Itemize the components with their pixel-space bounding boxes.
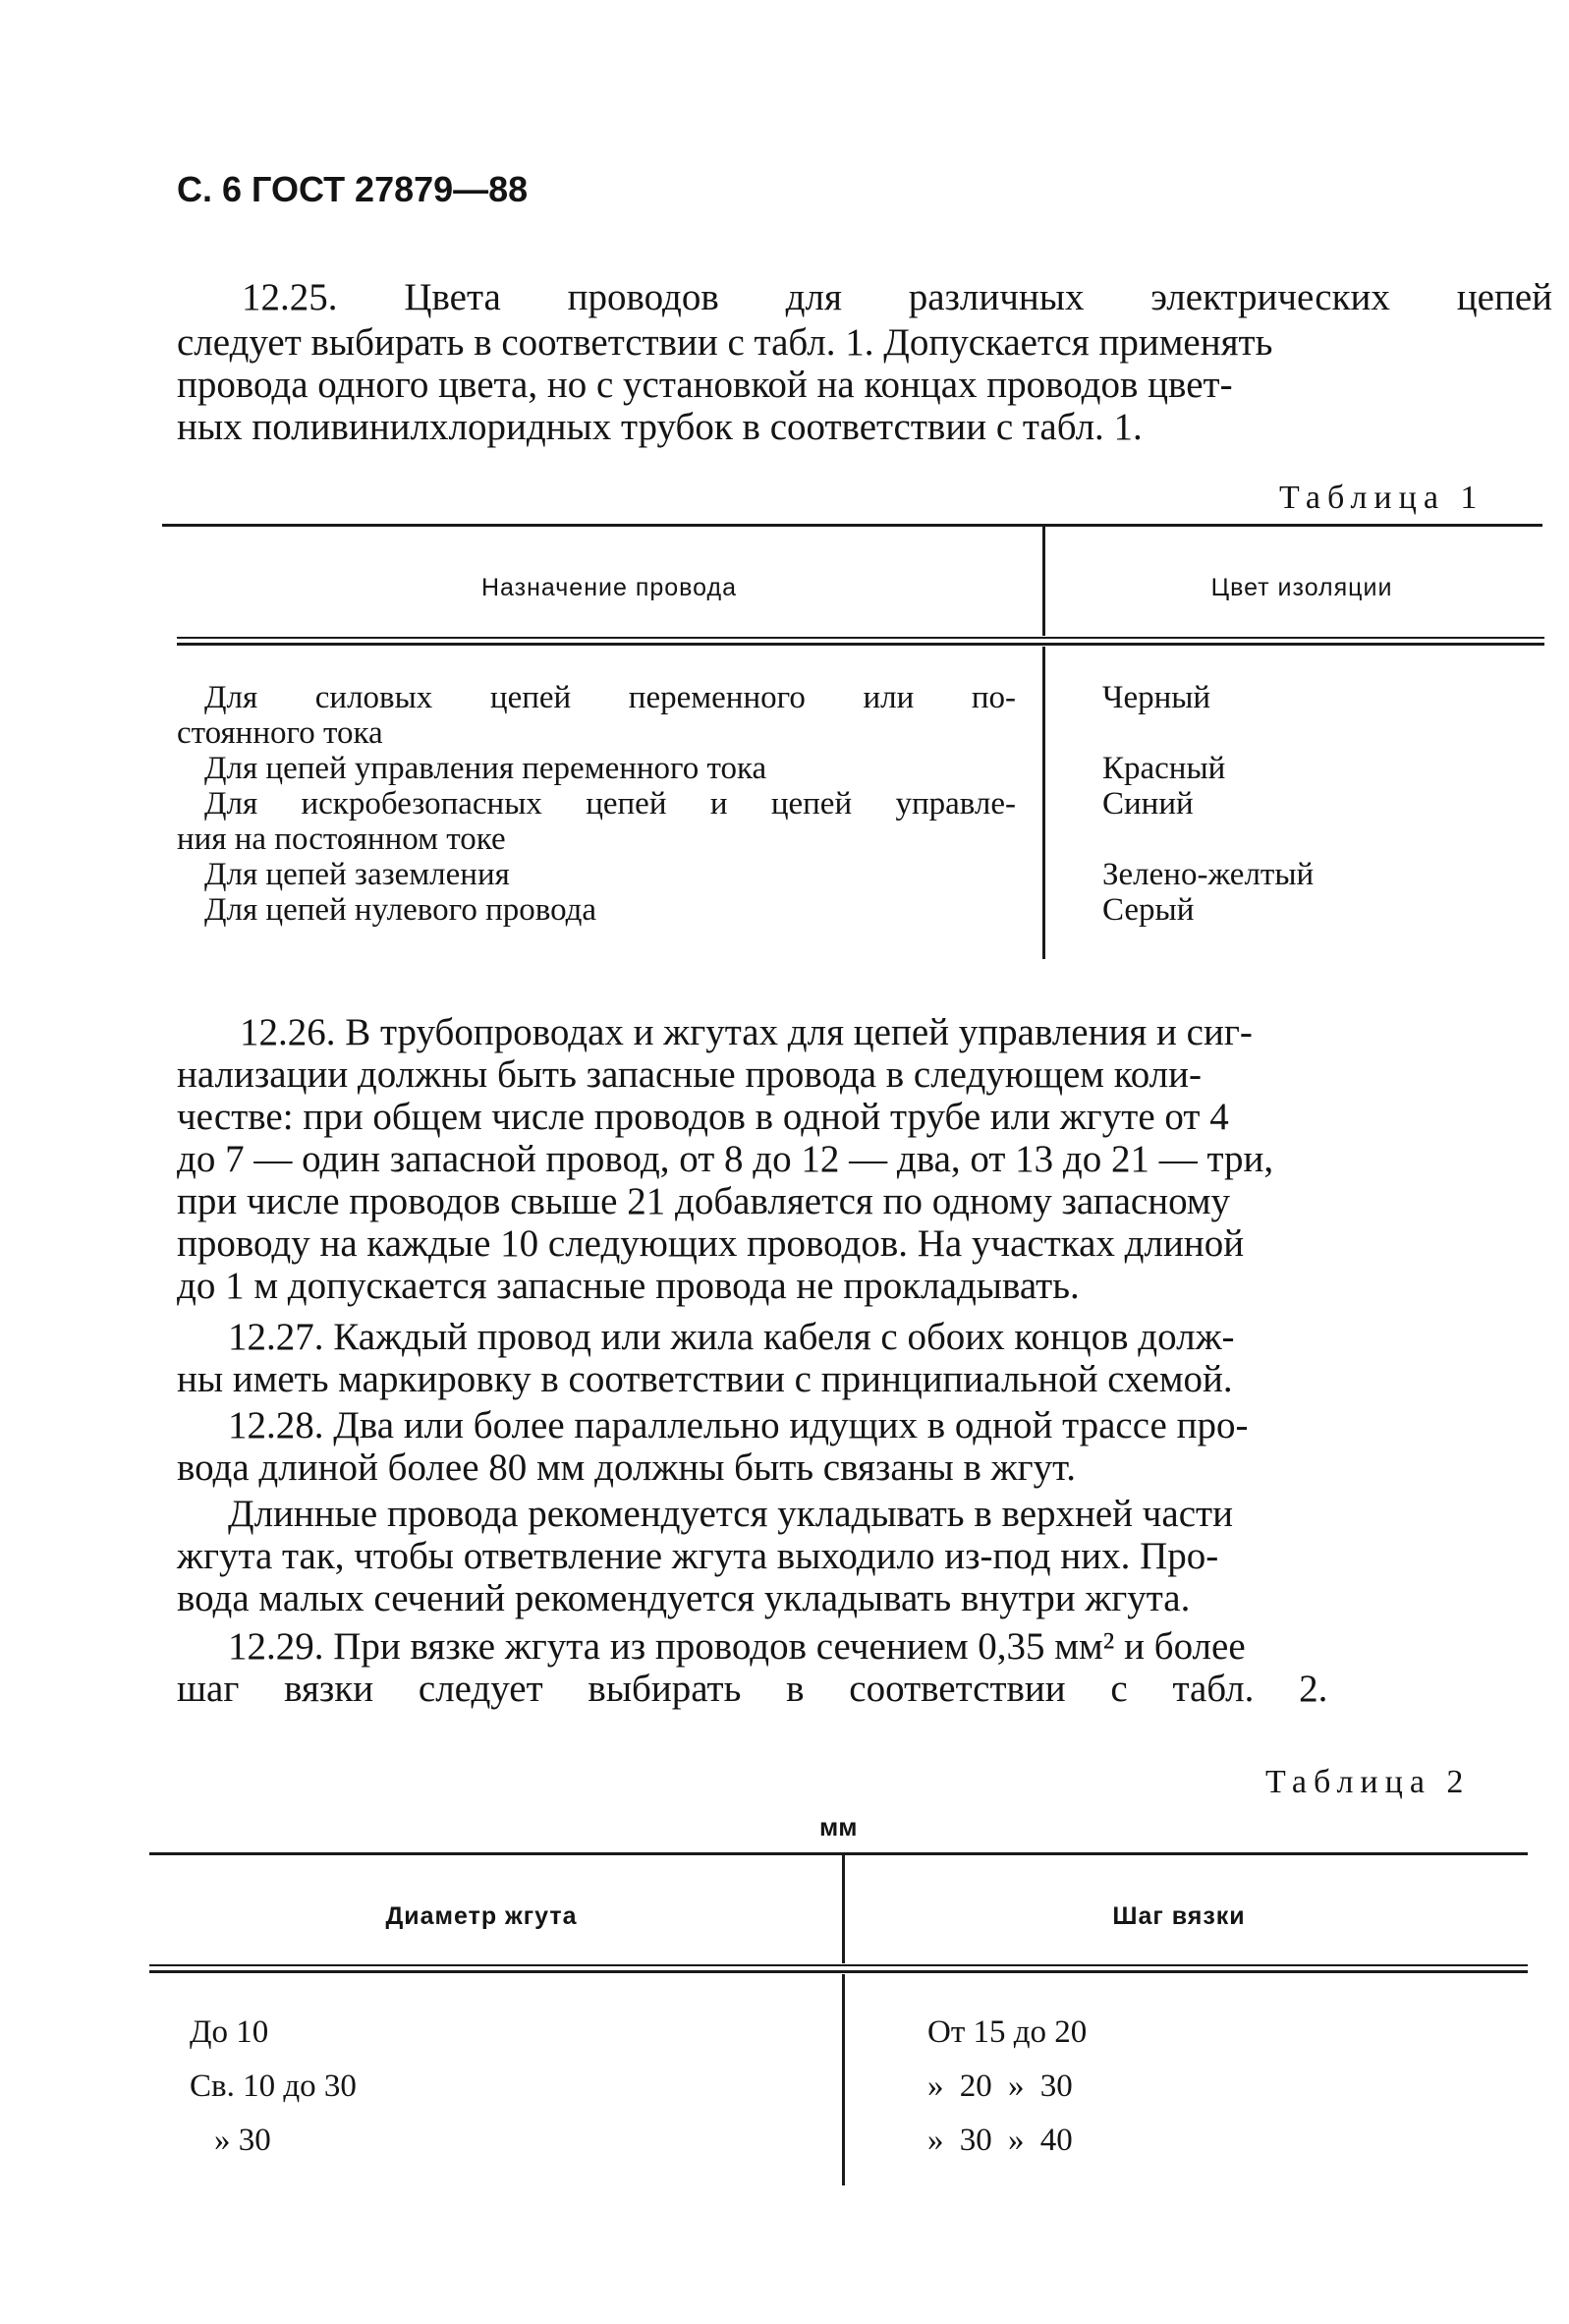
table2-cell-diameter: До 10	[190, 2014, 269, 2050]
table2-cell-diameter: » 30	[214, 2123, 271, 2158]
paragraph-12-28	[177, 1405, 1552, 1488]
table1-top-rule	[162, 524, 1542, 527]
table1-cell-color: Синий	[1102, 786, 1194, 822]
text-line: 12.29. При вязке жгута из проводов сечением 0,35 мм² и более	[228, 1625, 1246, 1668]
table1-cell-purpose: Для искробезопасных цепей и цепей управле-	[204, 786, 1016, 822]
table1-cell-purpose: Для цепей управления переменного тока	[204, 751, 767, 786]
text-line: ных поливинилхлоридных трубок в соответствии с табл. 1.	[177, 406, 1143, 448]
paragraph-12-25-cont	[177, 322, 1552, 447]
table1-cell-purpose: ния на постоянном токе	[177, 822, 506, 857]
table2-caption: Таблица 2	[1265, 1764, 1471, 1800]
table2-header-diameter: Диаметр жгута	[385, 1902, 578, 1930]
text-line: Длинные провода рекомендуется укладывать в верхней части	[228, 1493, 1233, 1535]
table1-caption: Таблица 1	[1279, 480, 1485, 516]
text-line: 12.27. Каждый провод или жила кабеля с обоих концов долж-	[228, 1316, 1235, 1358]
table1-cell-color: Красный	[1102, 751, 1226, 786]
text-line: шаг вязки следует выбирать в соответствии с табл. 2.	[177, 1668, 1328, 1710]
text-line: до 7 — один запасной провод, от 8 до 12 — два, от 13 до 21 — три,	[177, 1138, 1274, 1180]
paragraph-12-26	[177, 1012, 1552, 1306]
table2-cell-step: » 20 » 30	[927, 2069, 1073, 2104]
text-line: честве: при общем числе проводов в одной трубе или жгуте от 4	[177, 1096, 1229, 1138]
table2-top-rule	[149, 1852, 1528, 1855]
table1-cell-purpose: Для силовых цепей переменного или по-	[204, 680, 1016, 715]
text-line: 12.26. В трубопроводах и жгутах для цепей управления и сиг-	[240, 1011, 1253, 1053]
text-line: вода длиной более 80 мм должны быть связаны в жгут.	[177, 1446, 1076, 1489]
table1-header-rule	[177, 637, 1544, 646]
text-line: до 1 м допускается запасные провода не прокладывать.	[177, 1265, 1080, 1307]
table2-cell-step: От 15 до 20	[927, 2014, 1088, 2050]
paragraph-12-29	[177, 1626, 1552, 1709]
text-line: жгута так, чтобы ответвление жгута выходило из-под них. Про-	[177, 1535, 1219, 1577]
table2-header-rule	[149, 1964, 1528, 1973]
table2-body-divider	[842, 1974, 845, 2185]
table2-cell-step: » 30 » 40	[927, 2123, 1073, 2158]
table1-cell-purpose: стоянного тока	[177, 715, 383, 751]
table1-header-purpose: Назначение провода	[480, 574, 738, 601]
paragraph-12-25	[177, 277, 1552, 317]
table1-cell-purpose: Для цепей заземления	[204, 857, 510, 892]
text-line: проводу на каждые 10 следующих проводов. На участках длиной	[177, 1222, 1245, 1265]
table1-body-divider	[1042, 647, 1045, 959]
text-line: провода одного цвета, но с установкой на концах проводов цвет-	[177, 364, 1233, 406]
text-line: 12.28. Два или более параллельно идущих в одной трассе про-	[228, 1404, 1249, 1446]
table2-cell-diameter: Св. 10 до 30	[190, 2069, 357, 2104]
table1-header-color: Цвет изоляции	[1210, 574, 1393, 601]
text-line: при числе проводов свыше 21 добавляется по одному запасному	[177, 1180, 1231, 1222]
table1-cell-color: Серый	[1102, 892, 1195, 928]
table2-unit: мм	[819, 1812, 858, 1842]
table2-header-step: Шаг вязки	[1112, 1902, 1246, 1930]
running-header: С. 6 ГОСТ 27879—88	[177, 169, 529, 209]
text-line: ны иметь маркировку в соответствии с принципиальной схемой.	[177, 1358, 1233, 1400]
text-line: следует выбирать в соответствии с табл. 1. Допускается применять	[177, 321, 1273, 364]
paragraph-12-27	[177, 1317, 1552, 1399]
text-line: 12.25. Цвета проводов для различных электрических цепей	[242, 276, 1552, 318]
text-line: нализации должны быть запасные провода в следующем коли-	[177, 1053, 1203, 1096]
text-line: вода малых сечений рекомендуется укладывать внутри жгута.	[177, 1577, 1191, 1619]
table1-cell-purpose: Для цепей нулевого провода	[204, 892, 597, 928]
table2-header-divider	[842, 1855, 845, 1963]
paragraph-12-28-cont	[177, 1494, 1552, 1618]
table1-header-divider	[1042, 526, 1045, 636]
table1-cell-color: Зелено-желтый	[1102, 857, 1315, 892]
table1-cell-color: Черный	[1102, 680, 1211, 715]
